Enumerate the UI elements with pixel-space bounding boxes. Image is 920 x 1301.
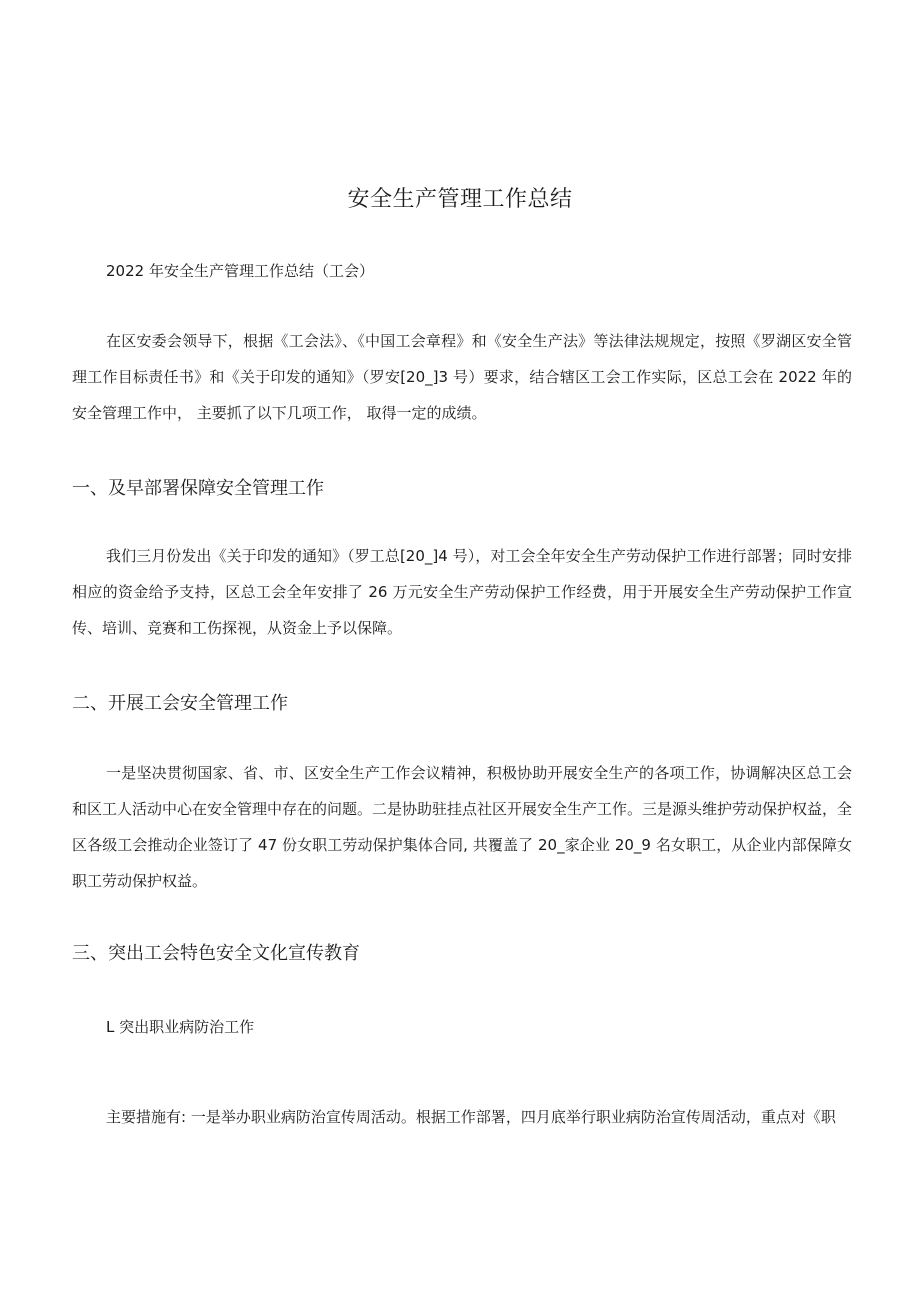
document-subtitle: 2022 年安全生产管理工作总结（工会）	[106, 262, 374, 280]
section-heading-3: 三、突出工会特色安全文化宣传教育	[72, 943, 360, 964]
section-heading-1: 一、及早部署保障安全管理工作	[72, 478, 324, 499]
section-body-2: 一是坚决贯彻国家、省、市、区安全生产工作会议精神，积极协助开展安全生产的各项工作，协调解决区总工会和区工人活动中心在安全管理中存在的问题。二是协助驻挂点社区开展安全生产工作。三是源头维护劳动保护权益，全区各级工会推动企业签订了 47 份女职工劳动保护集体合同, 共覆盖了 20_家企业 20_9 名女职工，从企业内部保障女职工劳动保护权益。	[72, 764, 853, 890]
section-subheading-3-1: L 突出职业病防治工作	[106, 1018, 255, 1036]
section-body-3: 主要措施有: 一是举办职业病防治宣传周活动。根据工作部署，四月底举行职业病防治宣传周活动，重点对《职	[106, 1108, 836, 1126]
document-title: 安全生产管理工作总结	[347, 187, 573, 212]
section-body-1: 我们三月份发出《关于印发的通知》（罗工总[20_]4 号），对工会全年安全生产劳动保护工作进行部署；同时安排相应的资金给予支持，区总工会全年安排了 26 万元安全生产劳动保护工作经费，用于开展安全生产劳动保护工作宣传、培训、竞赛和工伤探视，从资金上予以保障。	[72, 547, 852, 637]
intro-paragraph: 在区安委会领导下，根据《工会法》、《中国工会章程》和《安全生产法》等法律法规规定，按照《罗湖区安全管理工作目标责任书》和《关于印发的通知》（罗安[20_]3 号）要求，结合辖区工会工作实际，区总工会在 2022 年的安全管理工作中， 主要抓了以下几项工作， 取得一定的成绩。	[72, 332, 852, 422]
section-heading-2: 二、开展工会安全管理工作	[72, 693, 288, 714]
